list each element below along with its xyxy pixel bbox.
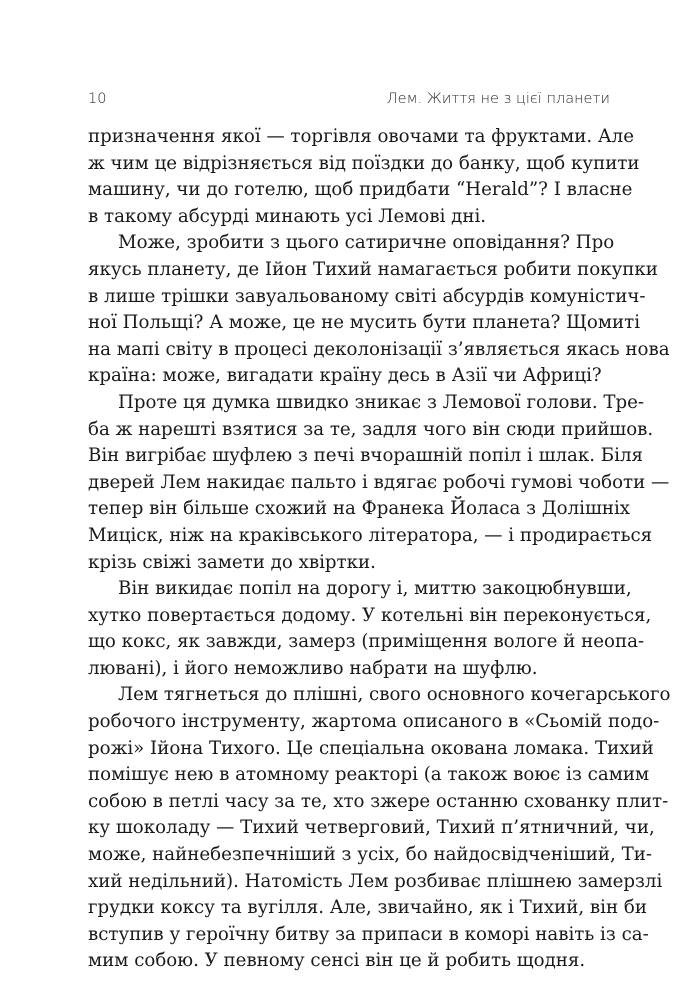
text-line: ж чим це відрізняється від поїздки до банку, щоб купити — [88, 152, 640, 174]
text-line: Проте ця думка швидко зникає з Лемової голови. Тре- — [118, 391, 645, 413]
text-line: Він викидає попіл на дорогу і, миттю закоцюбнувши, — [118, 578, 632, 600]
text-line: Може, зробити з цього сатиричне оповідання? Про — [118, 232, 615, 254]
text-line: крізь свіжі замети до хвіртки. — [88, 551, 376, 573]
paragraph-3 — [88, 390, 670, 576]
text-line: призначення якої — торгівля овочами та фруктами. Але — [88, 126, 634, 147]
paragraph-4 — [88, 576, 652, 682]
text-line: Він вигрібає шуфлею з печі вчорашній попіл і шлак. Біля — [88, 445, 644, 467]
text-line: хий недільний). Натомість Лем розбиває плішнею замерзлі — [88, 870, 663, 892]
text-line: грудки коксу та вугілля. Але, звичайно, як і Тихий, він би — [88, 897, 647, 919]
paragraph-1 — [88, 124, 640, 230]
text-line: лювані), і його неможливо набрати на шуфлю. — [88, 657, 538, 679]
running-head — [88, 91, 610, 111]
paragraph-2 — [88, 230, 670, 390]
text-line: ної Польщі? А може, це не мусить бути планета? Щомиті — [88, 312, 641, 334]
body-text — [88, 124, 671, 975]
text-line: в лише трішки завуальованому світі абсурдів комуністич- — [88, 285, 646, 307]
text-line: робочого інструменту, жартома описаного в «Сьомій подо- — [88, 711, 660, 733]
page-number: 10 — [88, 91, 107, 107]
text-line: Лем тягнеться до плішні, свого основного кочегарського — [118, 684, 671, 706]
text-line: машину, чи до готелю, щоб придбати “Herald”? І власне — [88, 179, 633, 201]
text-line: тепер він більше схожий на Франека Йоласа з Долішніх — [88, 498, 631, 520]
text-line: може, найнебезпечніший з усіх, бо найдосвідченіший, Ти- — [88, 844, 652, 866]
text-line: мим собою. У певному сенсі він це й робить щодня. — [88, 950, 586, 972]
paragraph-5 — [88, 682, 671, 975]
text-line: собою в петлі часу за те, хто зжере останню схованку плит- — [88, 790, 669, 812]
text-line: помішує нею в атомному реакторі (а також воює із самим — [88, 764, 650, 786]
text-line: на мапі світу в процесі деколонізації з’являється якась нова — [88, 338, 670, 360]
text-line: рожі» Ійона Тихого. Це спеціальна окована ломака. Тихий — [88, 737, 654, 759]
text-line: вступив у героїчну битву за припаси в коморі навіть із са- — [88, 923, 649, 945]
text-line: ку шоколаду — Тихий четверговий, Тихий п’ятничний, чи, — [88, 817, 655, 839]
text-line: в такому абсурді минають усі Лемові дні. — [88, 205, 487, 227]
book-title: Лем. Життя не з цієї планети — [386, 91, 610, 107]
text-line: якусь планету, де Ійон Тихий намагається робити покупки — [88, 258, 658, 280]
text-line: країна: може, вигадати країну десь в Азії чи Африці? — [88, 365, 602, 387]
text-line: що кокс, як завжди, замерз (приміщення вологе й неопа- — [88, 631, 645, 653]
text-line: ба ж нарешті взятися за те, задля чого він сюди прийшов. — [88, 418, 654, 440]
text-line: хутко повертається додому. У котельні він переконується, — [88, 604, 652, 626]
text-line: Мицiск, ніж на краківського літератора, — і продирається — [88, 524, 653, 546]
text-line: дверей Лем накидає пальто і вдягає робочі гумові чоботи — — [88, 471, 670, 493]
